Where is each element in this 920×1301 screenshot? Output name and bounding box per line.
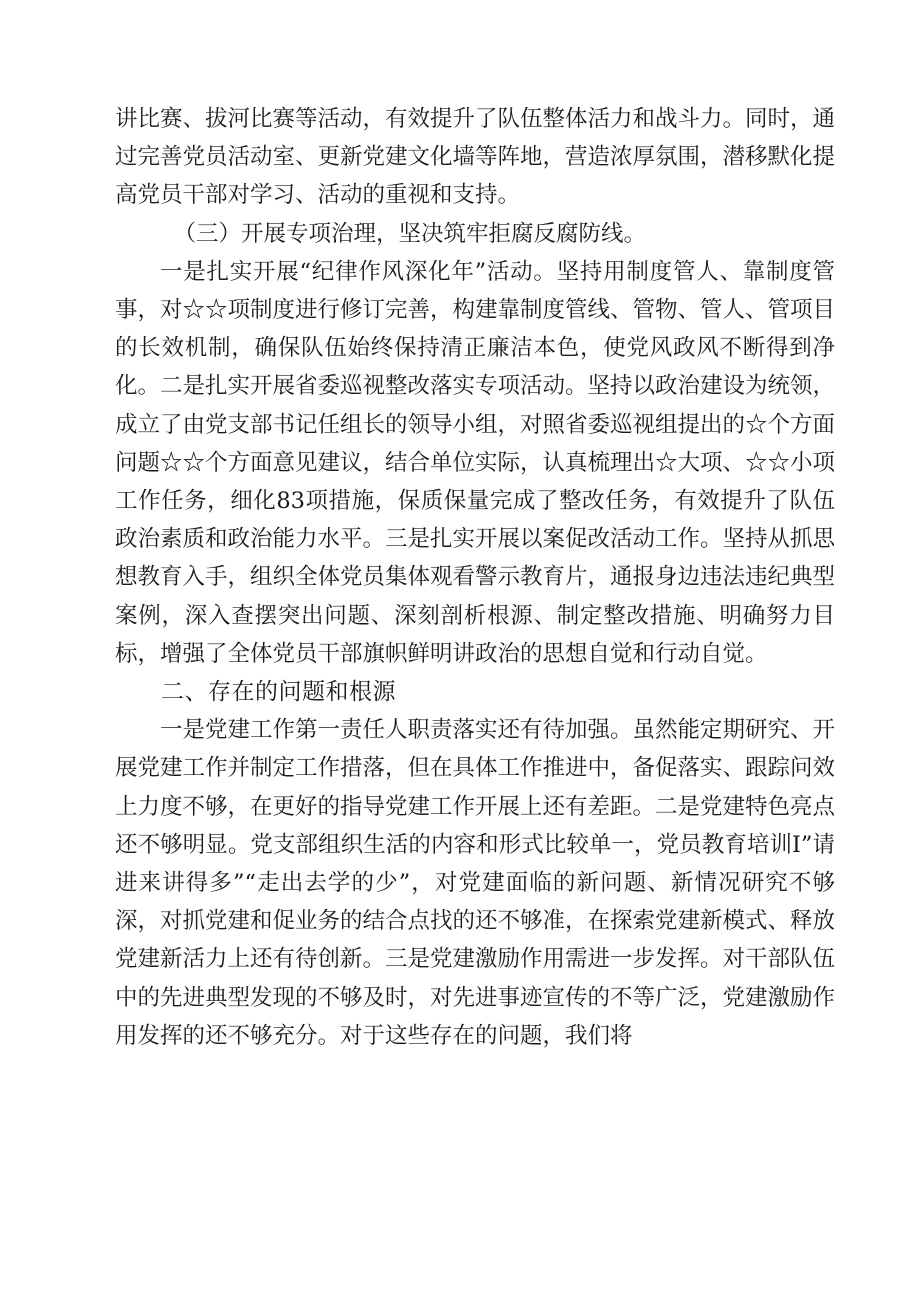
document-page [115,100,835,1055]
body-paragraph-continuation: 讲比赛、拔河比赛等活动，有效提升了队伍整体活力和战斗力。同时，通过完善党员活动室、更新党建文化墙等阵地，营造浓厚氛围，潜移默化提高党员干部对学习、活动的重视和支持。 [115,106,836,209]
body-paragraph-discipline: 一是扎实开展“纪律作风深化年”活动。坚持用制度管人、靠制度管事，对☆☆项制度进行修订完善，构建靠制度管线、管物、管人、管项目的长效机制，确保队伍始终保持清正廉洁本色，使党风政风不断得到净化。二是扎实开展省委巡视整改落实专项活动。坚持以政治建设为统领，成立了由党支部书记任组长的领导小组，对照省委巡视组提出的☆个方面问题☆☆个方面意见建议，结合单位实际，认真梳理出☆大项、☆☆小项工作任务，细化83项措施，保质保量完成了整改任务，有效提升了队伍政治素质和政治能力水平。三是扎实开展以案促改活动工作。坚持从抓思想教育入手，组织全体党员集体观看警示教育片，通报身边违法违纪典型案例，深入查摆突出问题、深刻剖析根源、制定整改措施、明确努力目标，增强了全体党员干部旗帜鲜明讲政治的思想自觉和行动自觉。 [115,258,836,667]
body-paragraph-problems: 一是党建工作第一责任人职责落实还有待加强。虽然能定期研究、开展党建工作并制定工作措落，但在具体工作推进中，备促落实、跟踪问效上力度不够，在更好的指导党建工作开展上还有差距。二是党建特色亮点还不够明显。党支部组织生活的内容和形式比较单一，党员教育培训I”请进来讲得多”“走出去学的少”，对党建面临的新问题、新情况研究不够深，对抓党建和促业务的结合点找的还不够准，在探索党建新模式、释放党建新活力上还有待创新。三是党建激励作用需进一步发挥。对干部队伍中的先进典型发现的不够及时，对先进事迹宣传的不等广泛，党建激励作用发挥的还不够充分。对于这些存在的问题，我们将 [115,717,836,1049]
subheading-special-governance: （三）开展专项治理，坚决筑牢拒腐反腐防线。 [173,220,647,247]
section-heading-problems: 二、存在的问题和根源 [161,679,396,706]
